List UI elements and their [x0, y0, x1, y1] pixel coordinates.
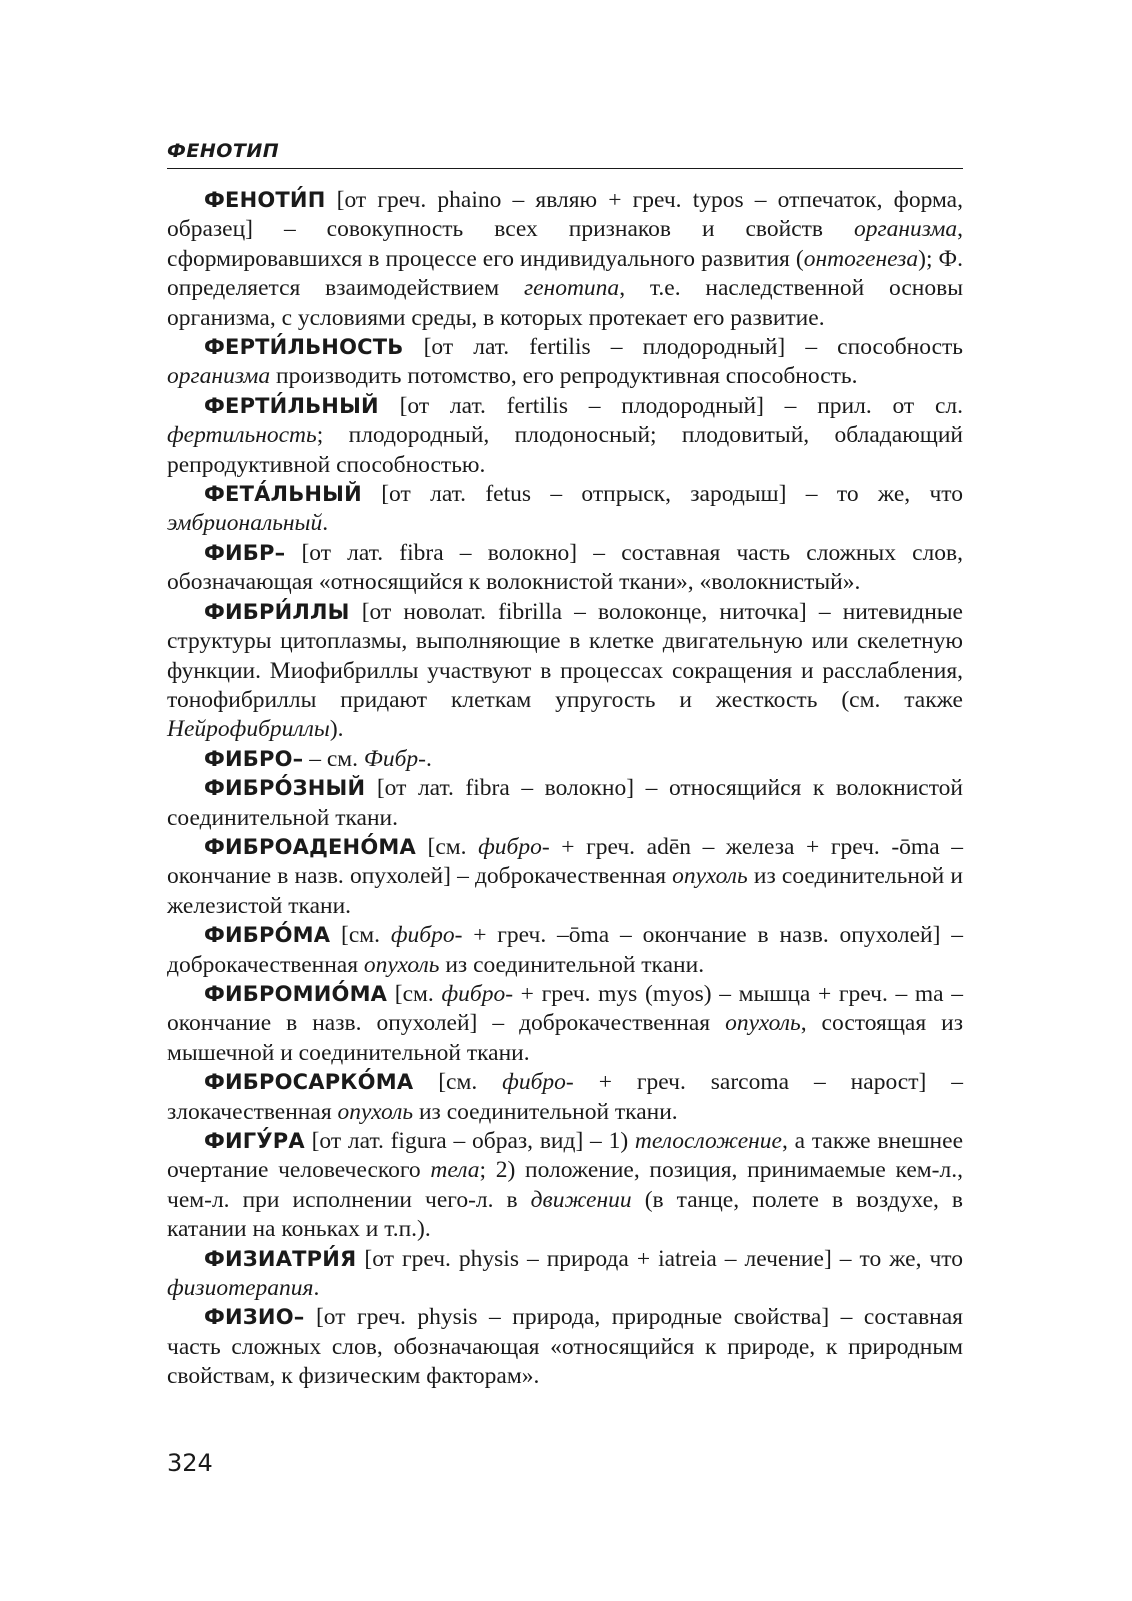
entry-text: – см. [303, 745, 364, 772]
entry-text: [см. [413, 1069, 503, 1096]
entry-text: [от лат. figura – образ, вид] – 1) [304, 1128, 635, 1154]
cross-reference: телосложение [634, 1128, 782, 1154]
entry-text: из соединительной ткани. [439, 951, 705, 978]
cross-reference: опухоль [725, 1010, 801, 1037]
entry-text: . [322, 510, 329, 537]
entry-term: ФИБРОСАРКО́МА [204, 1070, 414, 1095]
entry-text: . [313, 1275, 320, 1302]
entry-text: [от лат. fibra – волокно] – составная часть сложных слов, обозначающая «относящийся к волокнистой ткани», «волокнистый». [167, 539, 963, 596]
cross-reference: движении [530, 1186, 632, 1213]
entry-text: + греч. sarcoma – нарост] – злокачественная [167, 1069, 963, 1125]
entry-term: ФИБРО́ЗНЫЙ [204, 776, 366, 801]
cross-reference: тела [430, 1157, 480, 1184]
dictionary-entry [167, 186, 963, 333]
entry-text: [см. [330, 922, 391, 949]
dictionary-entry [167, 745, 963, 774]
entry-term: ФИЗИО– [204, 1305, 305, 1330]
entry-text: + греч. –ōma – окончание в назв. опухолей] – доброкачественная [167, 922, 963, 978]
entry-text: + греч. mys (myos) – мышца + греч. – ma – окончание в назв. опухолей] – доброкачественная [167, 980, 963, 1037]
entry-term: ФИБР– [204, 540, 286, 565]
dictionary-entry [167, 1127, 963, 1245]
entry-text: из соединительной и железистой ткани. [167, 863, 963, 919]
entry-term: ФИБРИ́ЛЛЫ [204, 599, 350, 624]
cross-reference: опухоль [337, 1098, 414, 1125]
entry-text: [от лат. fertilis – плодородный] – прил. от сл. [378, 392, 963, 419]
running-head: ФЕНОТИП [167, 140, 963, 169]
entry-text: производить потомство, его репродуктивная способность. [270, 363, 858, 390]
entry-text: из соединительной ткани. [413, 1098, 678, 1125]
cross-reference: фибро- [441, 980, 514, 1007]
cross-reference: фибро- [502, 1069, 574, 1096]
dictionary-entry [167, 980, 963, 1068]
entry-text: [от лат. fertilis – плодородный] – способность [403, 334, 963, 361]
entry-text: [от лат. fetus – отпрыск, зародыш] – то же, что [361, 481, 963, 508]
dictionary-entry [167, 1068, 963, 1127]
page-number: 324 [167, 1449, 213, 1477]
dictionary-entry [167, 774, 963, 833]
entry-text: (в танце, полете в воздухе, в катании на коньках и т.п.). [167, 1186, 963, 1243]
entry-text: , сформировавшихся в процессе его индивидуального развития ( [167, 216, 963, 272]
cross-reference: эмбриональный [167, 510, 323, 537]
entry-text: [от греч. physis – природа, природные свойства] – составная часть сложных слов, обозначающая «относящийся к природе, к природным свойствам, к физическим факторам». [167, 1304, 963, 1390]
cross-reference: Фибр- [363, 745, 426, 772]
dictionary-entries [167, 186, 963, 1392]
entry-term: ФИБРОАДЕНО́МА [204, 834, 416, 859]
cross-reference: организма [167, 363, 271, 390]
entry-term: ФЕТА́ЛЬНЫЙ [204, 482, 362, 507]
entry-term: ФИЗИАТРИ́Я [204, 1246, 357, 1271]
dictionary-entry [167, 1303, 963, 1391]
entry-text: ; плодородный, плодоносный; плодовитый, обладающий репродуктивной способностью. [167, 422, 963, 478]
entry-term: ФИБРОМИО́МА [204, 981, 388, 1006]
dictionary-entry [167, 833, 963, 921]
cross-reference: фертильность [167, 422, 317, 449]
entry-text: . [425, 745, 432, 772]
entry-text: [от греч. phaino – являю + греч. typos – отпечаток, форма, образец] – совокупность всех признаков и свойств [167, 187, 963, 243]
entry-text: ; 2) положение, позиция, принимаемые кем-л., чем-л. при исполнении чего-л. в [167, 1157, 963, 1213]
entry-term: ФИБРО́МА [204, 923, 331, 948]
entry-text: [см. [415, 833, 479, 860]
dictionary-entry [167, 539, 963, 598]
entry-term: ФЕРТИ́ЛЬНОСТЬ [204, 335, 404, 360]
entry-text: , а также внешнее очертание человеческого [167, 1128, 963, 1184]
entry-text: [см. [387, 980, 442, 1007]
dictionary-entry [167, 921, 963, 980]
dictionary-entry [167, 333, 963, 392]
cross-reference: фибро- [390, 922, 463, 949]
dictionary-entry [167, 480, 963, 539]
entry-term: ФЕНОТИ́П [204, 188, 326, 212]
entry-text: [от греч. physis – природа + iatreia – лечение] – то же, что [356, 1245, 963, 1272]
cross-reference: физиотерапия [167, 1275, 314, 1302]
entry-text: , состоящая из мышечной и соединительной ткани. [167, 1010, 963, 1066]
entry-text: [от новолат. fibrilla – волоконце, ниточка] – нитевидные структуры цитоплазмы, выполняющие в клетке двигательную или скелетную функции. Миофибриллы участвуют в процессах сокращения и расслабления, тонофибриллы придают клеткам упругость и жесткость (см. также [167, 598, 963, 713]
entry-text: ). [329, 716, 344, 743]
cross-reference: онтогенеза [803, 245, 919, 272]
entry-text: + греч. adēn – железа + греч. -ōma – окончание в назв. опухолей] – доброкачественная [167, 833, 963, 890]
dictionary-entry [167, 598, 963, 745]
entry-term: ФЕРТИ́ЛЬНЫЙ [204, 393, 379, 418]
cross-reference: генотипа [523, 275, 620, 302]
cross-reference: организма [853, 216, 958, 243]
cross-reference: фибро- [478, 833, 550, 860]
dictionary-entry [167, 1245, 963, 1304]
cross-reference: опухоль [672, 863, 748, 890]
cross-reference: опухоль [363, 951, 440, 978]
dictionary-entry [167, 392, 963, 480]
entry-term: ФИГУ́РА [204, 1129, 305, 1153]
entry-text: ); Ф. определяется взаимодействием [167, 245, 963, 302]
entry-text: , т.е. наследственной основы организма, с условиями среды, в которых протекает его развитие. [167, 275, 963, 331]
cross-reference: Нейрофибриллы [167, 716, 330, 743]
entry-text: [от лат. fibra – волокно] – относящийся к волокнистой соединительной ткани. [167, 775, 963, 831]
entry-term: ФИБРО– [204, 746, 304, 771]
